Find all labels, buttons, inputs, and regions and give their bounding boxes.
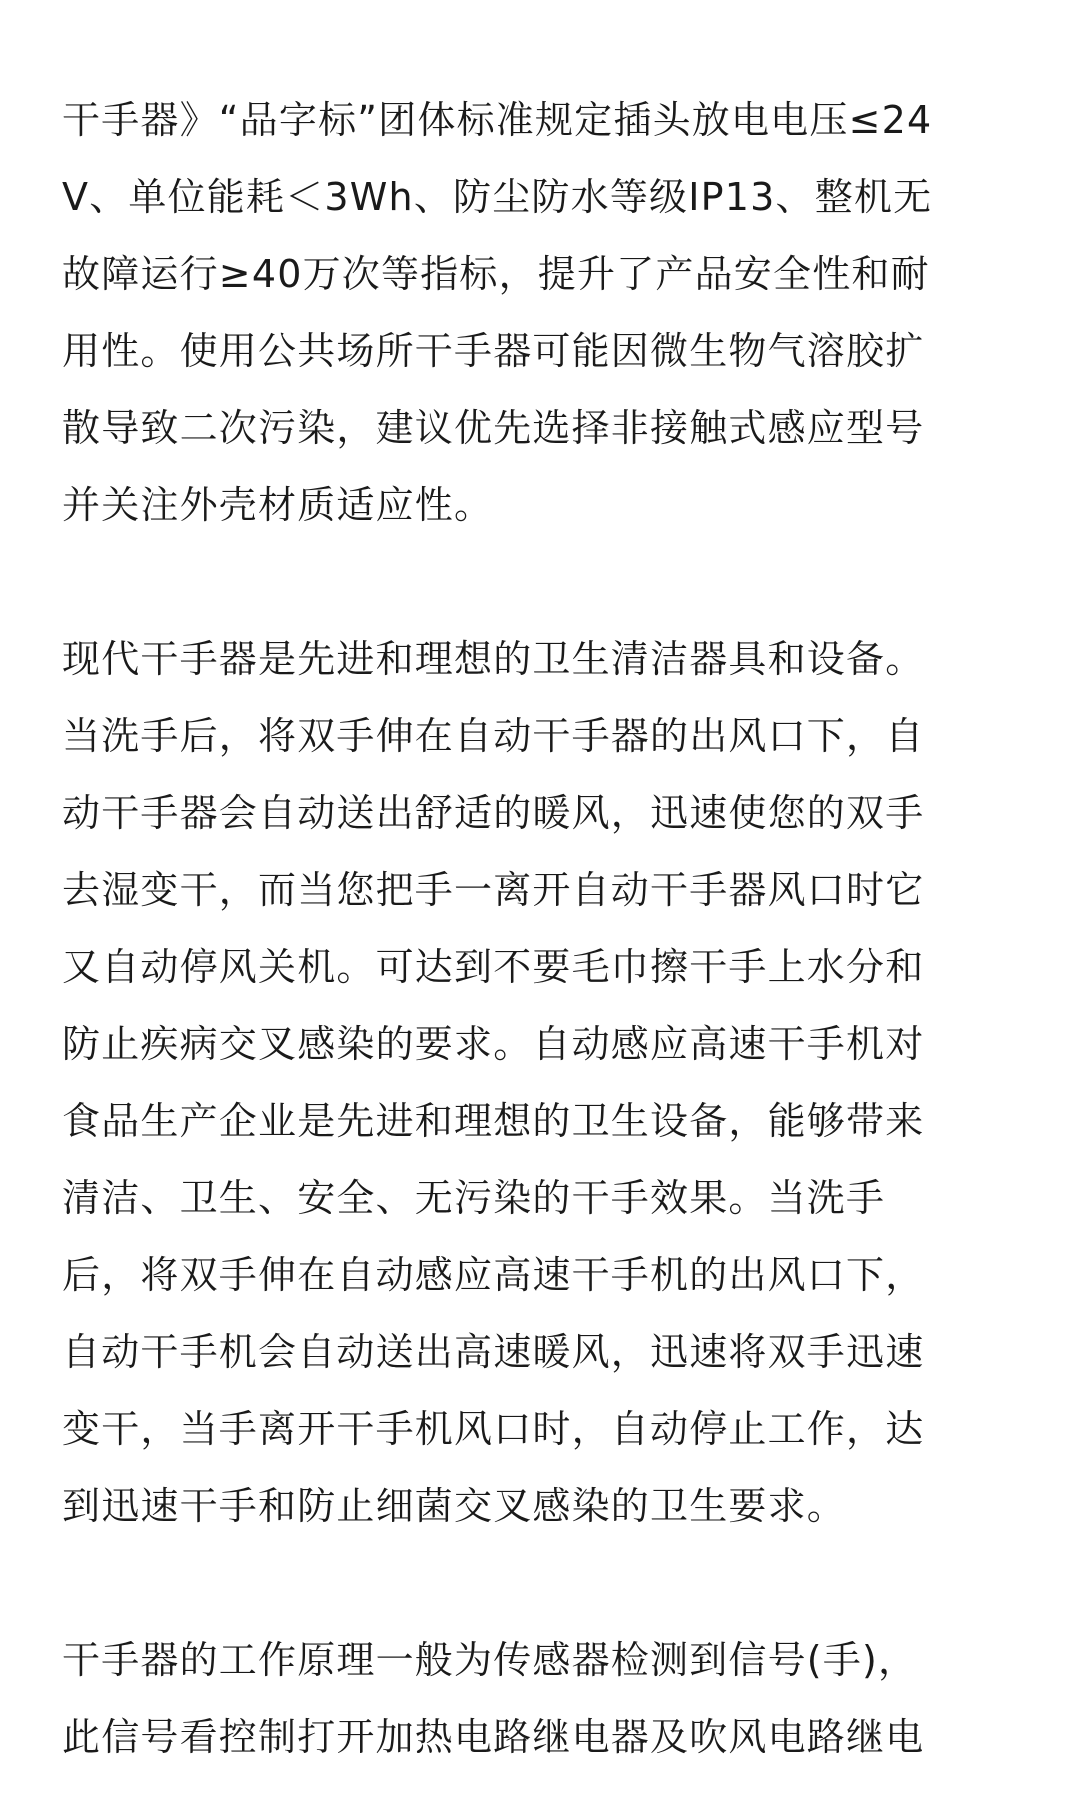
article-body: [62, 82, 1022, 1776]
text-line: 动干手器会自动送出舒适的暖风，迅速使您的双手: [62, 791, 925, 835]
text-line: 清洁、卫生、安全、无污染的干手效果。当洗手: [62, 1176, 886, 1220]
text-line: 干手器》“品字标”团体标准规定插头放电电压≤24: [62, 98, 933, 142]
paragraph-2: [62, 621, 1022, 1545]
text-line: 此信号看控制打开加热电路继电器及吹风电路继电: [62, 1715, 925, 1759]
text-line: 变干，当手离开干手机风口时，自动停止工作，达: [62, 1407, 925, 1451]
text-line: 干手器的工作原理一般为传感器检测到信号(手)，: [62, 1638, 918, 1682]
paragraph-1: [62, 82, 1022, 544]
text-line: V、单位能耗＜3Wh、防尘防水等级IP13、整机无: [62, 175, 933, 219]
text-line: 去湿变干，而当您把手一离开自动干手器风口时它: [62, 868, 925, 912]
text-line: 自动干手机会自动送出高速暖风，迅速将双手迅速: [62, 1330, 925, 1374]
paragraph-3: [62, 1622, 1022, 1776]
paragraph-gap: [62, 1545, 1022, 1622]
text-line: 散导致二次污染，建议优先选择非接触式感应型号: [62, 406, 925, 450]
text-line: 后，将双手伸在自动感应高速干手机的出风口下，: [62, 1253, 925, 1297]
text-line: 故障运行≥40万次等指标，提升了产品安全性和耐: [62, 252, 930, 296]
text-line: 当洗手后，将双手伸在自动干手器的出风口下，自: [62, 714, 925, 758]
text-line: 并关注外壳材质适应性。: [62, 483, 494, 527]
text-line: 食品生产企业是先进和理想的卫生设备，能够带来: [62, 1099, 925, 1143]
text-line: 到迅速干手和防止细菌交叉感染的卫生要求。: [62, 1484, 847, 1528]
text-line: 又自动停风关机。可达到不要毛巾擦干手上水分和: [62, 945, 925, 989]
text-line: 防止疾病交叉感染的要求。自动感应高速干手机对: [62, 1022, 925, 1066]
text-line: 用性。使用公共场所干手器可能因微生物气溶胶扩: [62, 329, 925, 373]
text-line: 现代干手器是先进和理想的卫生清洁器具和设备。: [62, 637, 925, 681]
paragraph-gap: [62, 544, 1022, 621]
